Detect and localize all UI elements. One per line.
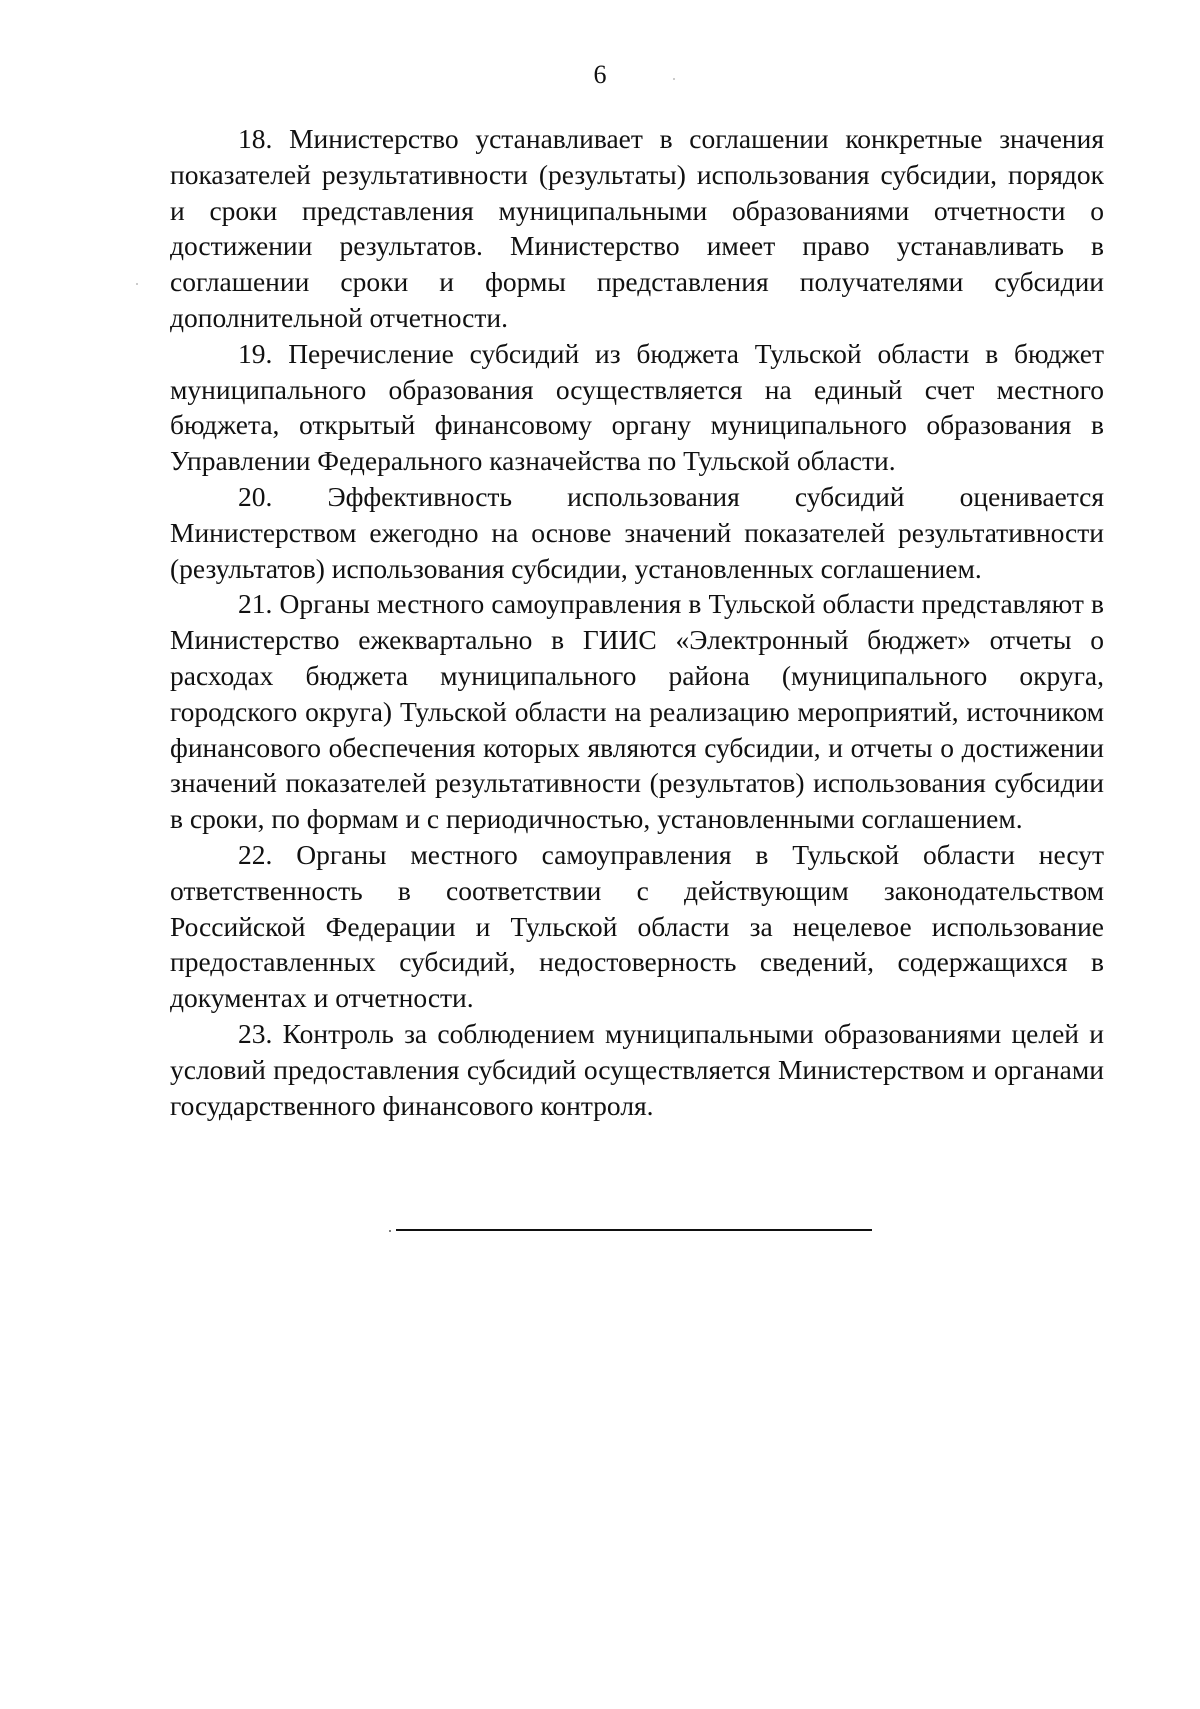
paragraph-19: 19. Перечисление субсидий из бюджета Тульской области в бюджет муниципального образования осуществляется на единый счет местного бюджета, открытый финансовому органу муниципального образования в Управлении Федерального казначейства по Тульской области. [170, 337, 1104, 477]
document-body [170, 121, 1104, 1123]
scan-speck [389, 1230, 391, 1232]
paragraph-22: 22. Органы местного самоуправления в Тульской области несут ответственность в соответствии с действующим законодательством Российской Федерации и Тульской области за нецелевое использование предоставленных субсидий, недостоверность сведений, содержащихся в документах и отчетности. [170, 838, 1104, 1014]
end-of-document-rule [396, 1229, 872, 1231]
paragraph-18: 18. Министерство устанавливает в соглашении конкретные значения показателей результативности (результаты) использования субсидии, порядок и сроки представления муниципальными образованиями отчетности о достижении результатов. Министерство имеет право устанавливать в соглашении сроки и формы представления получателями субсидии дополнительной отчетности. [170, 123, 1104, 333]
scan-speck [673, 78, 675, 80]
scan-speck [136, 283, 138, 285]
paragraph-23: 23. Контроль за соблюдением муниципальными образованиями целей и условий предоставления субсидий осуществляется Министерством и органами государственного финансового контроля. [170, 1017, 1104, 1121]
paragraph-20: 20. Эффективность использования субсидий оценивается Министерством ежегодно на основе значений показателей результативности (результатов) использования субсидии, установленных соглашением. [170, 480, 1104, 584]
page-number: 6 [593, 60, 607, 89]
paragraph-21: 21. Органы местного самоуправления в Тульской области представляют в Министерство ежеквартально в ГИИС «Электронный бюджет» отчеты о расходах бюджета муниципального района (муниципального округа, городского округа) Тульской области на реализацию мероприятий, источником финансового обеспечения которых являются субсидии, и отчеты о достижении значений показателей результативности (результатов) использования субсидии в сроки, по формам и с периодичностью, установленными соглашением. [170, 588, 1104, 835]
